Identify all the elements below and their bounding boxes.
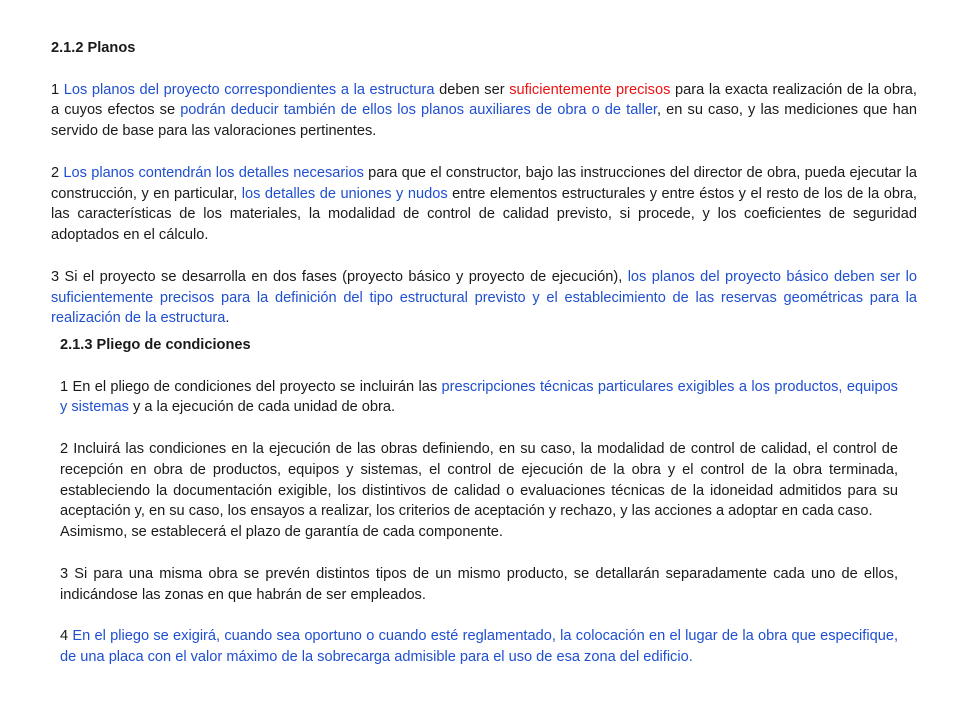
text-run: 2 bbox=[51, 164, 64, 181]
text-run: 3 Si el proyecto se desarrolla en dos fases (proyecto básico y proyecto de ejecución), bbox=[51, 268, 628, 285]
text-run: y a la ejecución de cada unidad de obra. bbox=[128, 399, 396, 416]
text-run: para que el constructor, bajo las instrucciones del director de obra, pueda ejecutar la construcción, y en particular, bbox=[51, 164, 918, 202]
text-run: . bbox=[225, 310, 230, 327]
highlighted-text-red: suficientemente precisos bbox=[509, 81, 671, 98]
section-heading-planos: 2.1.2 Planos bbox=[51, 40, 136, 56]
text-run: entre elementos estructurales y entre éstos y el resto de los de la obra, las características de los materiales, la modalidad de control de calidad previsto, si procede, y los coeficientes de seguridad adoptados en el cálculo. bbox=[51, 185, 917, 244]
highlighted-text-blue: los detalles de uniones y nudos bbox=[241, 185, 448, 202]
highlighted-text-blue: En el pliego se exigirá, cuando sea oportuno o cuando esté reglamentado, la colocación en el lugar de la obra que especifique, de una placa con el valor máximo de la sobrecarga admisible para el uso de esa zona del edificio. bbox=[60, 628, 898, 665]
highlighted-text-blue: Los planos del proyecto correspondientes a la estructura bbox=[63, 81, 435, 98]
paragraph-planos-3 bbox=[51, 267, 917, 329]
paragraph-pliego-2 bbox=[60, 439, 898, 522]
paragraph-pliego-2b bbox=[60, 522, 898, 543]
highlighted-text-blue: Los planos contendrán los detalles necesarios bbox=[63, 164, 364, 181]
text-run: 1 En el pliego de condiciones del proyecto se incluirán las bbox=[60, 378, 442, 395]
text-run: deben ser bbox=[434, 81, 510, 98]
text-run: 4 bbox=[60, 628, 73, 645]
text-run: , en su caso, y las mediciones que han servido de base para las valoraciones pertinentes. bbox=[51, 102, 917, 140]
text-run: para la exacta realización de la obra, a cuyos efectos se bbox=[51, 81, 917, 119]
text-run: 1 bbox=[51, 81, 64, 98]
text-run: Asimismo, se establecerá el plazo de garantía de cada componente. bbox=[60, 524, 503, 541]
paragraph-planos-2 bbox=[51, 163, 917, 246]
paragraph-pliego-4 bbox=[60, 626, 898, 668]
paragraph-pliego-1 bbox=[60, 377, 898, 419]
paragraph-pliego-3 bbox=[60, 564, 898, 606]
text-run: 2 Incluirá las condiciones en la ejecución de las obras definiendo, en su caso, la modalidad de control de calidad, el control de recepción en obra de productos, equipos y sistemas, el control de ejecución de la obra y el control de la obra terminada, estableciendo la documentación exigible, los distintivos de calidad o evaluaciones técnicas de la idoneidad admitidos para su aceptación y, en su caso, los ensayos a realizar, los criterios de aceptación y rechazo, y las acciones a adoptar en cada caso. bbox=[60, 440, 898, 520]
highlighted-text-blue: los planos del proyecto básico deben ser lo suficientemente precisos para la definición del tipo estructural previsto y el establecimiento de las reservas geométricas para la realización de la estructura bbox=[51, 268, 918, 327]
section-2-1-2 bbox=[51, 38, 917, 329]
highlighted-text-blue: podrán deducir también de ellos los planos auxiliares de obra o de taller bbox=[180, 102, 657, 119]
text-run: 3 Si para una misma obra se prevén distintos tipos de un mismo producto, se detallarán separadamente cada uno de ellos, indicándose las zonas en que habrán de ser empleados. bbox=[60, 565, 898, 603]
highlighted-text-blue: prescripciones técnicas particulares exigibles a los productos, equipos y sistemas bbox=[60, 378, 898, 416]
section-2-1-3 bbox=[60, 335, 898, 668]
paragraph-planos-1 bbox=[51, 80, 917, 142]
section-heading-pliego: 2.1.3 Pliego de condiciones bbox=[60, 337, 251, 353]
